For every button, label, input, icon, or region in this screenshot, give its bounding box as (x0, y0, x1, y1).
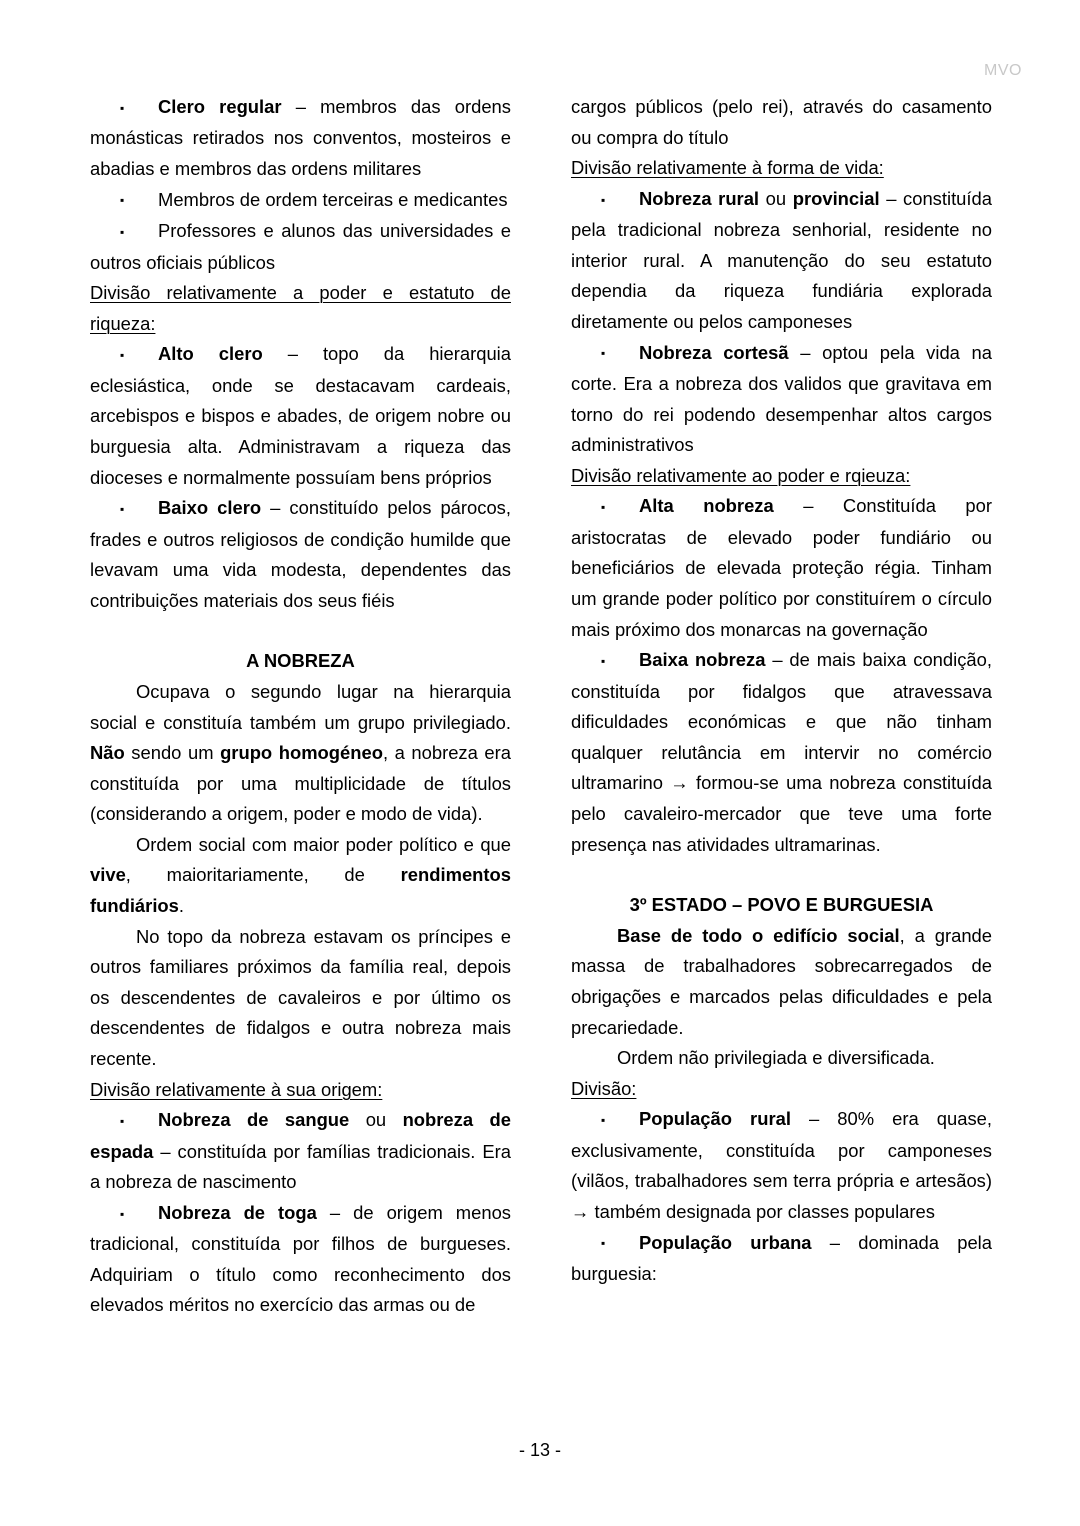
square-bullet-icon: ▪ (120, 348, 125, 363)
square-bullet-icon: ▪ (601, 1113, 606, 1128)
bullet-item (571, 491, 992, 645)
underlined-label: Divisão: (571, 1077, 637, 1099)
text-run: , a grande massa de trabalhadores sobrecarregados de obrigações e marcados pelas dificuldades e pela precariedade. (571, 924, 993, 1038)
bullet-term: Baixa nobreza (639, 649, 766, 671)
bullet-text: – membros das ordens monásticas retirados nos conventos, mosteiros e abadias e membros das ordens militares (90, 96, 511, 180)
bullet-item (90, 339, 511, 493)
bold-run: nobreza de espada (90, 1109, 511, 1162)
bullet-term: Nobreza de toga (158, 1201, 317, 1223)
underlined-label: Divisão relativamente ao poder e rqieuza: (571, 464, 911, 486)
bullet-item (571, 184, 992, 338)
bullet-item (571, 1228, 992, 1290)
body-paragraph (90, 830, 511, 922)
bullet-term: Nobreza cortesã (639, 341, 789, 363)
text-run: Ocupava o segundo lugar na hierarquia social e constituía também um grupo privilegiado. (90, 680, 511, 733)
vertical-spacer (571, 860, 992, 890)
body-paragraph (571, 921, 992, 1043)
body-paragraph (571, 1043, 992, 1074)
bold-run: rendimentos fundiários (90, 864, 511, 917)
text-run: , maioritariamente, de (125, 864, 401, 886)
bullet-item (90, 493, 511, 616)
bullet-text: – Constituída por aristocratas de elevado poder fundiário ou beneficiários de elevada proteção régia. Tinham um grande poder político por constituírem o círculo mais próximo dos monarcas na governação (571, 495, 992, 640)
bullet-text: – 80% era quase, exclusivamente, constituída por camponeses (vilãos, trabalhadores sem terra própria e artesãos) → também designada por classes populares (571, 1108, 992, 1222)
two-column-body (90, 92, 992, 1321)
bullet-item (571, 645, 992, 860)
bullet-text: – dominada pela burguesia: (571, 1231, 992, 1285)
section-heading: A NOBREZA (246, 650, 355, 672)
bullet-text: – topo da hierarquia eclesiástica, onde se destacavam cardeais, arcebispos e bispos e abades, de origem nobre ou burguesia alta. Administravam a riqueza das dioceses e normalmente possuíam bens próprios (90, 343, 511, 488)
body-paragraph (90, 922, 511, 1075)
bullet-item (571, 1104, 992, 1227)
division-subheading (571, 461, 992, 492)
bullet-text: – constituído pelos párocos, frades e outros religiosos de condição humilde que levavam uma vida modesta, dependentes das contribuições materiais dos seus fiéis (90, 497, 511, 611)
square-bullet-icon: ▪ (120, 1114, 125, 1129)
bold-run: Nobreza de sangue (158, 1109, 350, 1131)
square-bullet-icon: ▪ (601, 654, 606, 669)
text-run: . (178, 895, 185, 917)
bullet-text: – de origem menos tradicional, constituída por filhos de burgueses. Adquiriam o título como reconhecimento dos elevados méritos no exercício das armas ou de (90, 1201, 511, 1316)
division-subheading (571, 1074, 992, 1105)
division-subheading (571, 153, 992, 184)
bold-run: provincial (792, 187, 880, 209)
square-bullet-icon: ▪ (601, 500, 606, 515)
bullet-term: Alta nobreza (639, 495, 774, 517)
square-bullet-icon: ▪ (601, 1236, 606, 1251)
bold-run: Base de todo o edifício social (617, 924, 900, 946)
text-run: No topo da nobreza estavam os príncipes e outros familiares próximos da família real, depois os descendentes de cavaleiros e por último os descendentes de fidalgos e outra nobreza mais recente. (90, 925, 511, 1070)
bullet-term: População rural (639, 1108, 791, 1130)
division-subheading (90, 278, 511, 339)
bold-run: grupo homogéneo (220, 742, 383, 764)
page-watermark: MVO (984, 62, 1022, 79)
right-column (571, 92, 992, 1290)
text-run: – constituída pela tradicional nobreza senhorial, residente no interior rural. A manutenção do seu estatuto dependia da riqueza fundiária explorada diretamente ou pelos camponeses (571, 187, 992, 332)
square-bullet-icon: ▪ (120, 224, 125, 239)
square-bullet-icon: ▪ (601, 346, 606, 361)
bullet-term: Alto clero (158, 343, 263, 365)
text-run: Ordem não privilegiada e diversificada. (617, 1047, 935, 1069)
bullet-text: Professores e alunos das universidades e outros oficiais públicos (90, 220, 511, 273)
body-paragraph (90, 677, 511, 830)
bullet-item (90, 92, 511, 185)
bullet-item (90, 216, 511, 278)
bullet-item (90, 185, 511, 216)
text-run: Ordem social com maior poder político e que (136, 833, 511, 855)
text-run: sendo um (124, 742, 221, 764)
text-run: – constituída por famílias tradicionais. Era a nobreza de nascimento (90, 1140, 511, 1193)
bullet-text: Membros de ordem terceiras e medicantes (158, 188, 508, 210)
bullet-item (571, 338, 992, 461)
bullet-item (90, 1198, 511, 1321)
bullet-text: – de mais baixa condição, constituída por fidalgos que atravessava dificuldades económicas e que não tinham qualquer relutância em intervir no comércio ultramarino → formou-se uma nobreza constituída pelo cavaleiro-mercador que teve uma forte presença nas atividades ultramarinas. (571, 649, 992, 855)
bold-run: Não (90, 742, 125, 764)
bullet-text: – optou pela vida na corte. Era a nobreza dos validos que gravitava em torno do rei podendo desempenhar altos cargos administrativos (571, 341, 993, 456)
left-column (90, 92, 511, 1321)
vertical-spacer (90, 616, 511, 646)
page-footer: - 13 - (518, 1440, 561, 1460)
text-run: , a nobreza era constituída por uma multiplicidade de títulos (considerando a origem, poder e modo de vida). (90, 742, 511, 825)
text-run: ou (349, 1109, 403, 1131)
bold-run: Nobreza rural (639, 187, 760, 209)
section-heading: 3º ESTADO – POVO E BURGUESIA (629, 894, 934, 916)
bullet-term: Clero regular (158, 96, 282, 117)
underlined-label: Divisão relativamente à sua origem: (90, 1078, 383, 1100)
underlined-label: Divisão relativamente à forma de vida: (571, 157, 884, 179)
underlined-label: Divisão relativamente a poder e estatuto de riqueza: (90, 282, 511, 334)
bullet-term: Baixo clero (158, 497, 262, 519)
square-bullet-icon: ▪ (120, 193, 125, 208)
division-subheading (90, 1075, 511, 1106)
square-bullet-icon: ▪ (120, 1206, 125, 1221)
body-paragraph: cargos públicos (pelo rei), através do casamento ou compra do título (571, 96, 992, 148)
bold-run: vive (90, 864, 126, 886)
square-bullet-icon: ▪ (120, 501, 125, 516)
square-bullet-icon: ▪ (120, 100, 125, 115)
bullet-term: População urbana (639, 1231, 812, 1253)
bullet-item (90, 1105, 511, 1198)
text-run: ou (759, 187, 793, 209)
square-bullet-icon: ▪ (601, 192, 606, 207)
